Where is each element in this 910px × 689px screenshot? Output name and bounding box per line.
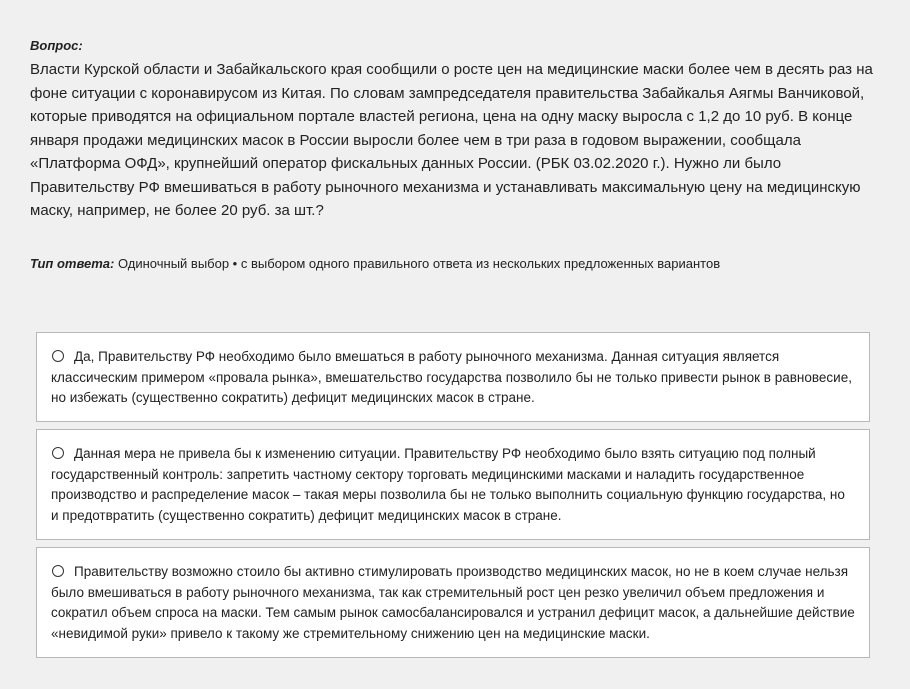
answer-options: [36, 332, 870, 658]
answer-option-2[interactable]: [36, 429, 870, 540]
question-label: Вопрос:: [30, 38, 83, 53]
answer-type: [30, 256, 720, 271]
answer-option-text: Да, Правительству РФ необходимо было вмешаться в работу рыночного механизма. Данная ситуация является классическим примером «провала рынка», вмешательство государства позволило бы не только привести рынок в равновесие, но избежать (существенно сократить) дефицит медицинских масок в стране.: [51, 349, 852, 406]
question-block: [30, 38, 880, 223]
answer-option-3[interactable]: [36, 547, 870, 658]
radio-button-icon[interactable]: [52, 350, 64, 362]
answer-type-label: Тип ответа:: [30, 256, 115, 271]
answer-option-text: Данная мера не привела бы к изменению ситуации. Правительству РФ необходимо было взять ситуацию под полный государственный контроль: запретить частному сектору торговать медицинскими масками и наладить государственное производство и распределение масок – такая меры позволила бы не только выполнить социальную функцию государства, но и предотвратить (существенно сократить) дефицит медицинских масок в стране.: [51, 446, 845, 524]
radio-button-icon[interactable]: [52, 447, 64, 459]
question-text: Власти Курской области и Забайкальского края сообщили о росте цен на медицинские маски более чем в десять раз на фоне ситуации с коронавирусом из Китая. По словам зампредседателя правительства Забайкалья Аягмы Ванчиковой, которые приводятся на официальном портале властей региона, цена на одну маску выросла с 1,2 до 10 руб. В конце января продажи медицинских масок в России выросли более чем в три раза в годовом выражении, сообщала «Платформа ОФД», крупнейший оператор фискальных данных России. (РБК 03.02.2020 г.). Нужно ли было Правительству РФ вмешиваться в работу рыночного механизма и устанавливать максимальную цену на медицинскую маску, например, не более 20 руб. за шт.?: [30, 61, 873, 219]
radio-button-icon[interactable]: [52, 565, 64, 577]
answer-option-text: Правительству возможно стоило бы активно стимулировать производство медицинских масок, но не в коем случае нельзя было вмешиваться в работу рыночного механизма, так как стремительный рост цен резко увеличил объем предложения и сократил объем спроса на маски. Тем самым рынок самосбалансировался и устранил дефицит масок, а дальнейшие действие «невидимой руки» привело к такому же стремительному снижению цен на медицинские маски.: [51, 564, 855, 642]
answer-option-1[interactable]: [36, 332, 870, 422]
answer-type-value: Одиночный выбор • с выбором одного правильного ответа из нескольких предложенных вариантов: [117, 256, 721, 271]
